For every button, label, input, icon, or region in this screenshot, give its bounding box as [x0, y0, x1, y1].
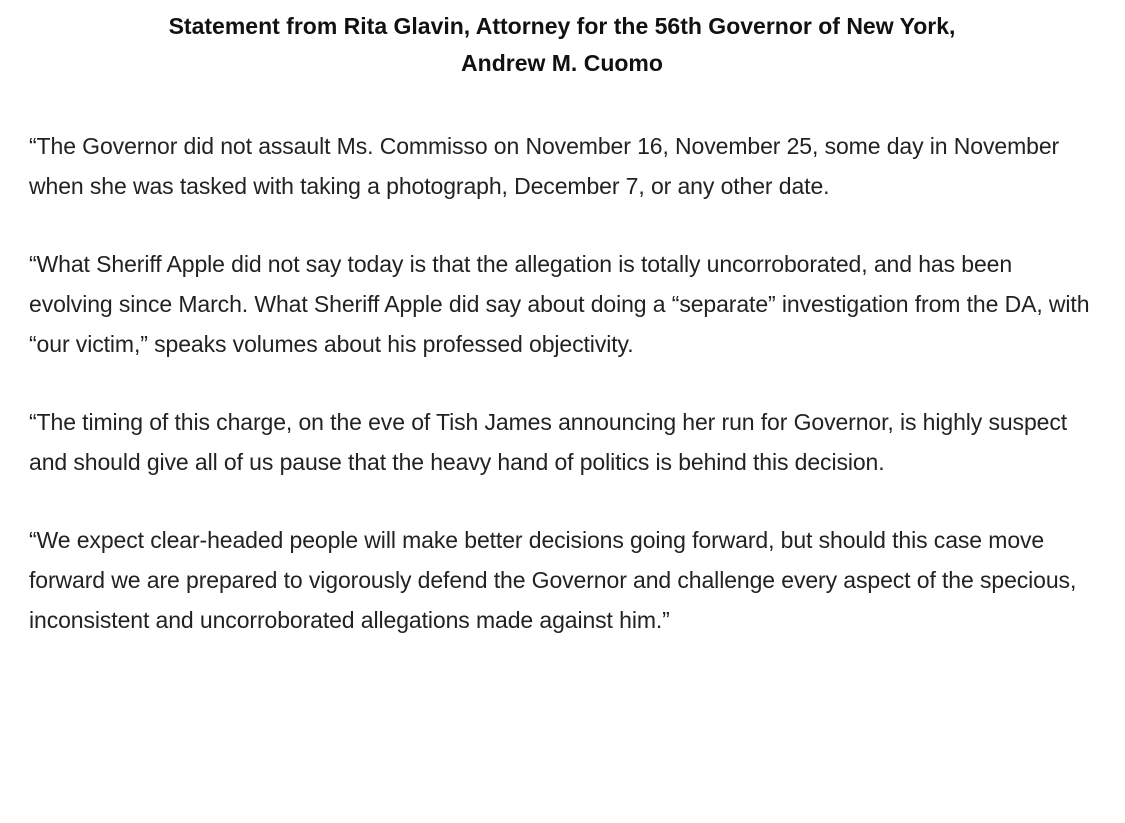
statement-body	[29, 126, 1095, 640]
paragraph-defense: “We expect clear-headed people will make better decisions going forward, but should this case move forward we are prepared to vigorously defend the Governor and challenge every aspect of the specious, inconsistent and uncorroborated allegations made against him.”	[29, 527, 1077, 633]
paragraph-sheriff-apple: “What Sheriff Apple did not say today is that the allegation is totally uncorroborated, and has been evolving since March. What Sheriff Apple did say about doing a “separate” investigation from the DA, with “our victim,” speaks volumes about his professed objectivity.	[29, 251, 1090, 357]
paragraph-timing: “The timing of this charge, on the eve of Tish James announcing her run for Governor, is highly suspect and should give all of us pause that the heavy hand of politics is behind this decision.	[29, 409, 1068, 475]
statement-title-line-2: Andrew M. Cuomo	[461, 50, 663, 76]
statement-title	[29, 0, 1095, 82]
paragraph-assault-denial: “The Governor did not assault Ms. Commisso on November 16, November 25, some day in November when she was tasked with taking a photograph, December 7, or any other date.	[29, 133, 1060, 199]
statement-title-line-1: Statement from Rita Glavin, Attorney for the 56th Governor of New York,	[168, 13, 956, 39]
